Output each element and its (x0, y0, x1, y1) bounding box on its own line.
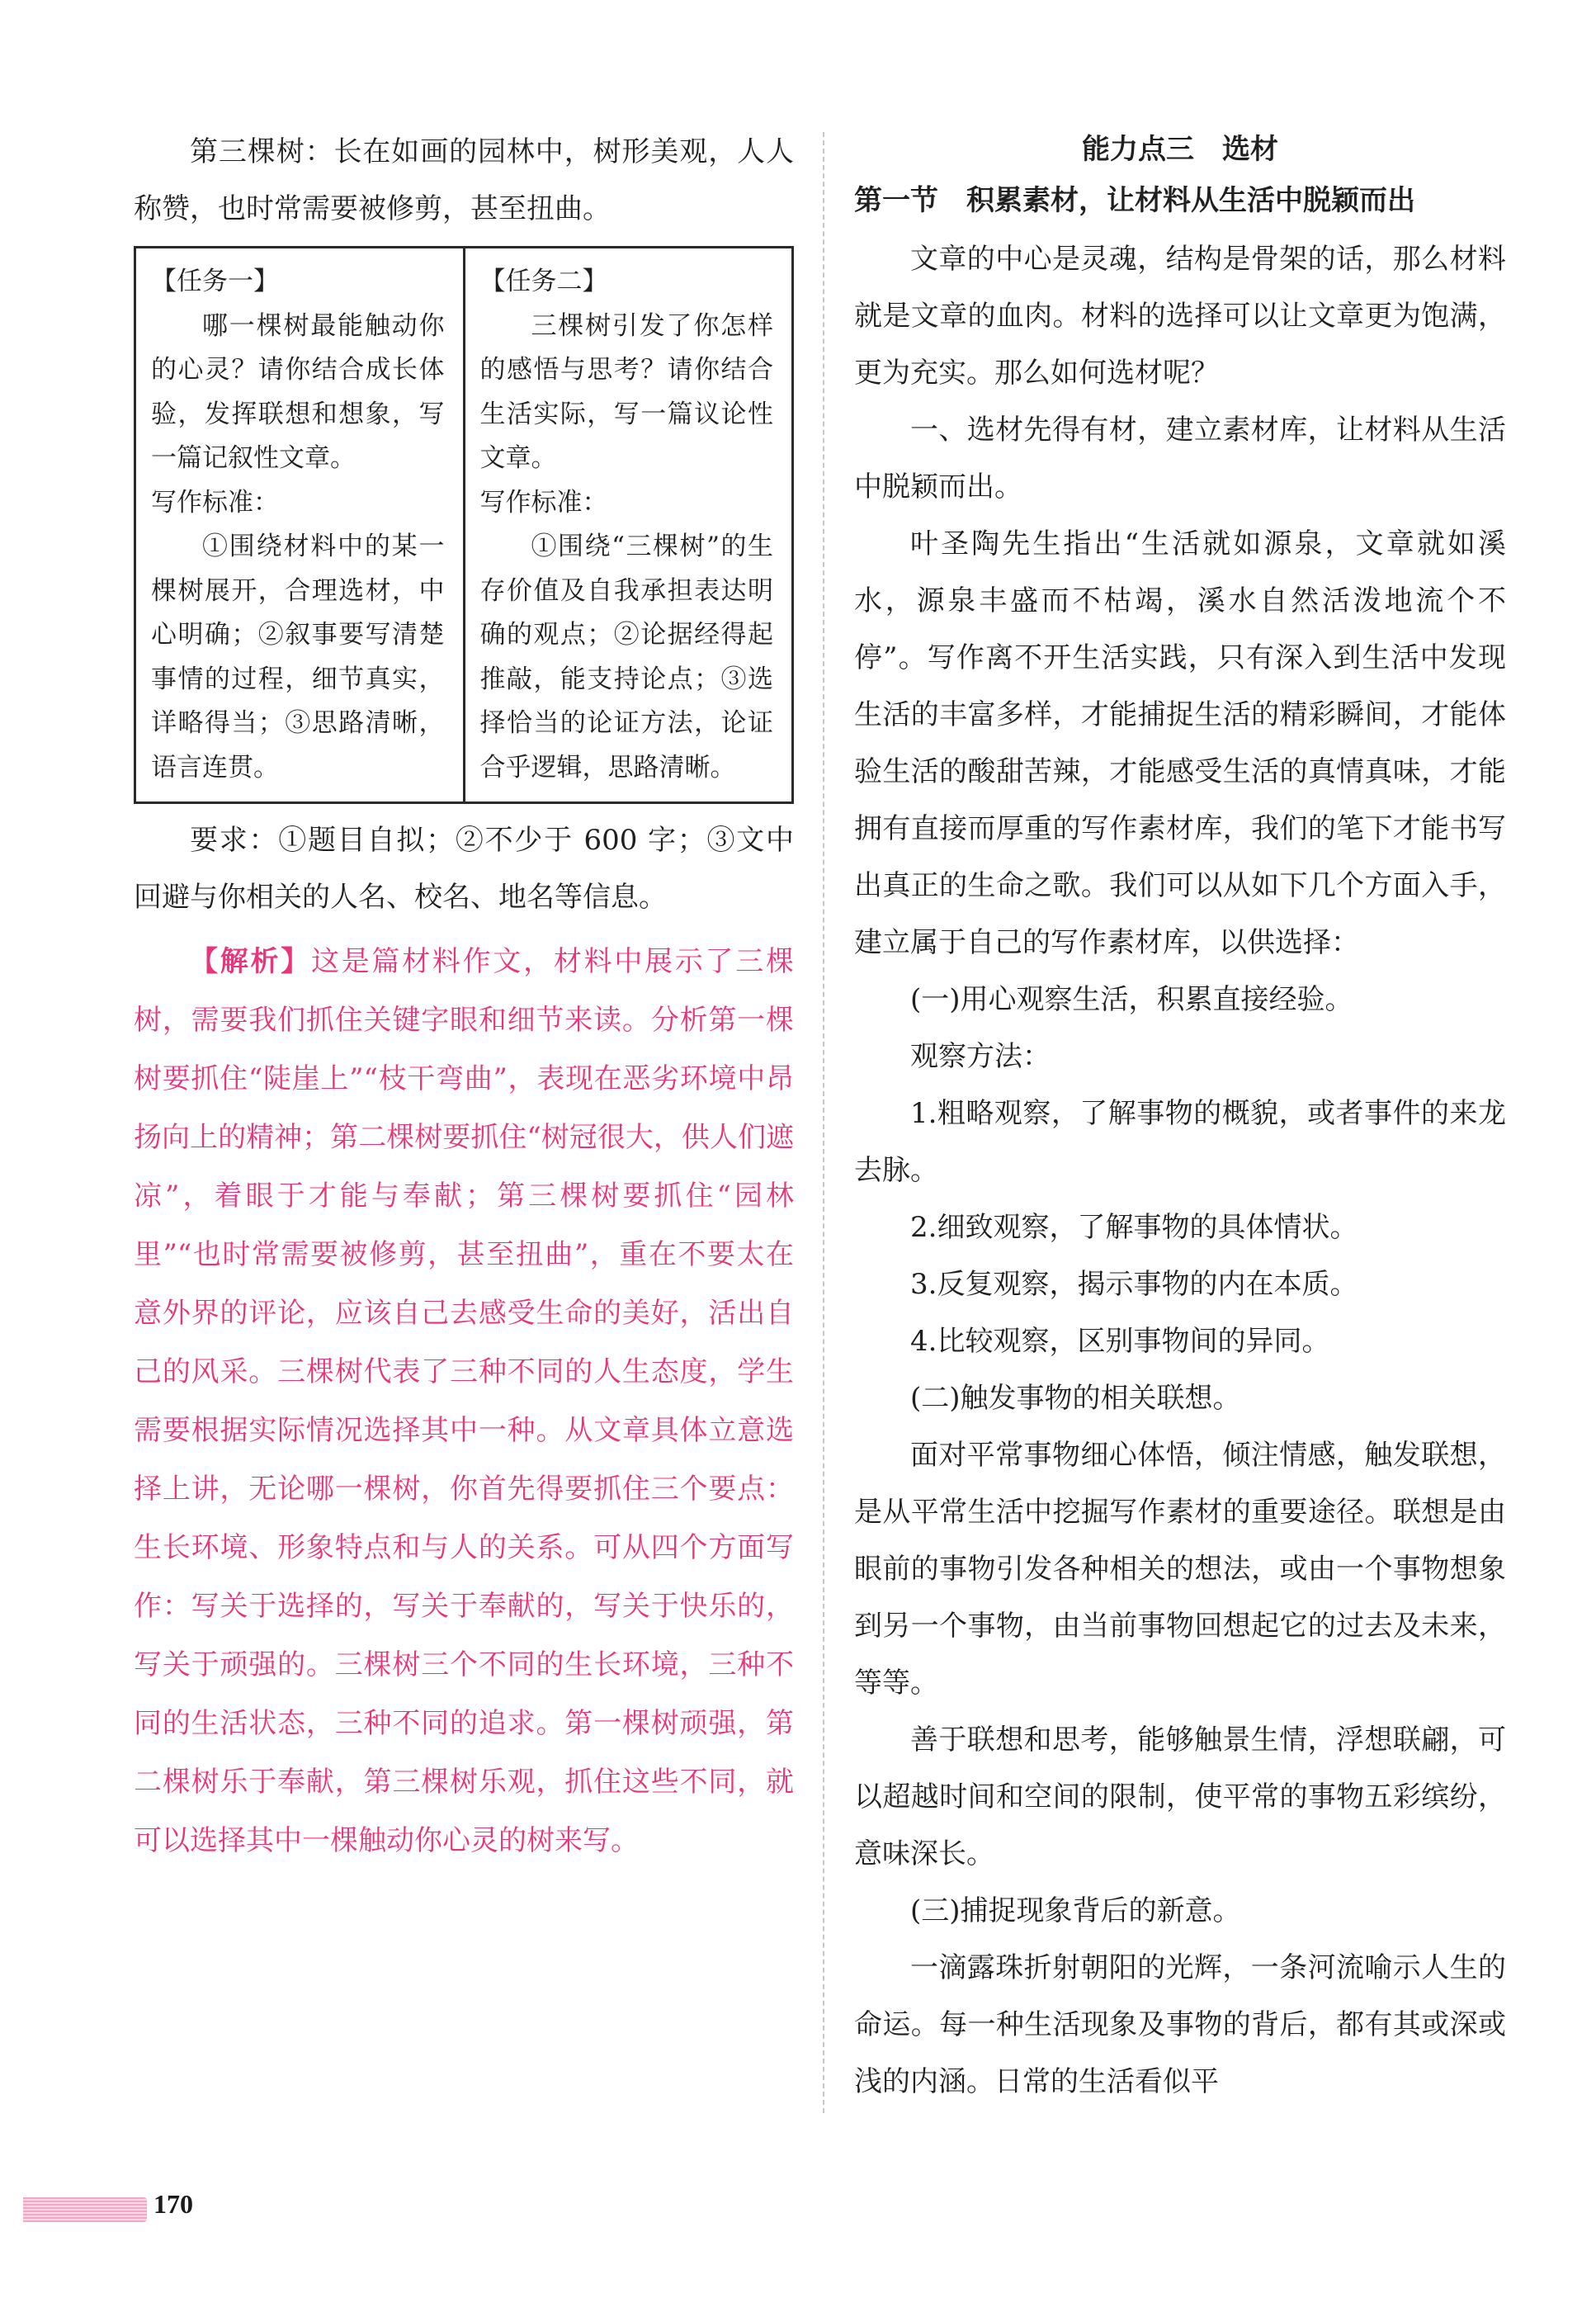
column-separator (823, 132, 824, 2113)
task-two-cell (463, 248, 792, 801)
analysis-tag: 【解析】 (190, 945, 311, 978)
requirement-paragraph: 要求：①题目自拟；②不少于 600 字；③文中回避与你相关的人名、校名、地名等信息。 (134, 824, 794, 914)
section-title: 能力点三 选材 (1082, 133, 1278, 166)
task-one-standard-label: 写作标准： (151, 487, 279, 518)
task-one-title: 【任务一】 (151, 267, 279, 296)
task-two-standard-label: 写作标准： (479, 487, 608, 518)
intro-paragraph: 第三棵树：长在如画的园林中，树形美观，人人称赞，也时常需要被修剪，甚至扭曲。 (134, 135, 794, 225)
page-number: 170 (153, 2189, 193, 2219)
method-2: 2.细致观察，了解事物的具体情状。 (910, 1211, 1358, 1244)
heading-new-meaning: (三)捕捉现象背后的新意。 (910, 1894, 1241, 1927)
paragraph-2: 一、选材先得有材，建立素材库，让材料从生活中脱颖而出。 (854, 414, 1506, 504)
paragraph-4: 面对平常事物细心体悟，倾注情感，触发联想，是从平常生活中挖掘写作素材的重要途径。联想是由眼前的事物引发各种相关的想法，或由一个事物想象到另一个事物，由当前事物回想起它的过去及未来，等等。 (854, 1439, 1506, 1700)
paragraph-3: 叶圣陶先生指出“生活就如源泉，文章就如溪水，源泉丰盛而不枯竭，溪水自然活泼地流个不停”。写作离不开生活实践，只有深入到生活中发现生活的丰富多样，才能捕捉生活的精彩瞬间，才能体验生活的酸甜苦辣，才能感受生活的真情真味，才能拥有直接而厚重的写作素材库，我们的笔下才能书写出真正的生命之歌。我们可以从如下几个方面入手，建立属于自己的写作素材库，以供选择： (854, 527, 1506, 959)
analysis-text: 这是篇材料作文，材料中展示了三棵树，需要我们抓住关键字眼和细节来读。分析第一棵树要抓住“陡崖上”“枝干弯曲”，表现在恶劣环境中昂扬向上的精神；第二棵树要抓住“树冠很大，供人们遮凉”，着眼于才能与奉献；第三棵树要抓住“园林里”“也时常需要被修剪，甚至扭曲”，重在不要太在意外界的评论，应该自己去感受生命的美好，活出自己的风采。三棵树代表了三种不同的人生态度，学生需要根据实际情况选择其中一种。从文章具体立意选择上讲，无论哪一棵树，你首先得要抓住三个要点：生长环境、形象特点和与人的关系。可从四个方面写作：写关于选择的，写关于奉献的，写关于快乐的，写关于顽强的。三棵树三个不同的生长环境，三种不同的生活状态，三种不同的追求。第一棵树顽强，第二棵树乐于奉献，第三棵树乐观，抓住这些不同，就可以选择其中一棵触动你心灵的树来写。 (134, 945, 795, 1857)
method-3: 3.反复观察，揭示事物的内在本质。 (910, 1268, 1358, 1301)
heading-association: (二)触发事物的相关联想。 (910, 1382, 1241, 1415)
task-two-title: 【任务二】 (479, 267, 608, 296)
paragraph-6: 一滴露珠折射朝阳的光辉，一条河流喻示人生的命运。每一种生活现象及事物的背后，都有其或深或浅的内涵。日常的生活看似平 (854, 1951, 1506, 2098)
task-one-cell (136, 248, 463, 801)
method-4: 4.比较观察，区别事物间的异同。 (910, 1325, 1330, 1358)
task-table (134, 246, 794, 804)
method-1: 1.粗略观察，了解事物的概貌，或者事件的来龙去脉。 (854, 1097, 1506, 1187)
task-one-standard: ①围绕材料中的某一棵树展开，合理选材，中心明确；②叙事要写清楚事情的过程，细节真实，详略得当；③思路清晰，语言连贯。 (151, 532, 445, 783)
paragraph-5: 善于联想和思考，能够触景生情，浮想联翩，可以超越时间和空间的限制，使平常的事物五彩缤纷，意味深长。 (854, 1724, 1506, 1870)
footer-decoration-bar (23, 2197, 147, 2222)
section-subtitle: 第一节 积累素材，让材料从生活中脱颖而出 (854, 184, 1415, 217)
right-column (854, 124, 1506, 2111)
left-column (134, 124, 794, 1870)
task-two-prompt: 三棵树引发了你怎样的感悟与思考？请你结合生活实际，写一篇议论性文章。 (479, 310, 773, 473)
task-one-prompt: 哪一棵树最能触动你的心灵？请你结合成长体验，发挥联想和想象，写一篇记叙性文章。 (151, 310, 445, 473)
task-two-standard: ①围绕“三棵树”的生存价值及自我承担表达明确的观点；②论据经得起推敲，能支持论点；③选择恰当的论证方法，论证合乎逻辑，思路清晰。 (479, 532, 773, 783)
analysis-paragraph (134, 933, 794, 1870)
heading-observe: (一)用心观察生活，积累直接经验。 (910, 983, 1353, 1016)
paragraph-1: 文章的中心是灵魂，结构是骨架的话，那么材料就是文章的血肉。材料的选择可以让文章更为饱满，更为充实。那么如何选材呢？ (854, 243, 1506, 390)
method-label: 观察方法： (910, 1040, 1051, 1073)
